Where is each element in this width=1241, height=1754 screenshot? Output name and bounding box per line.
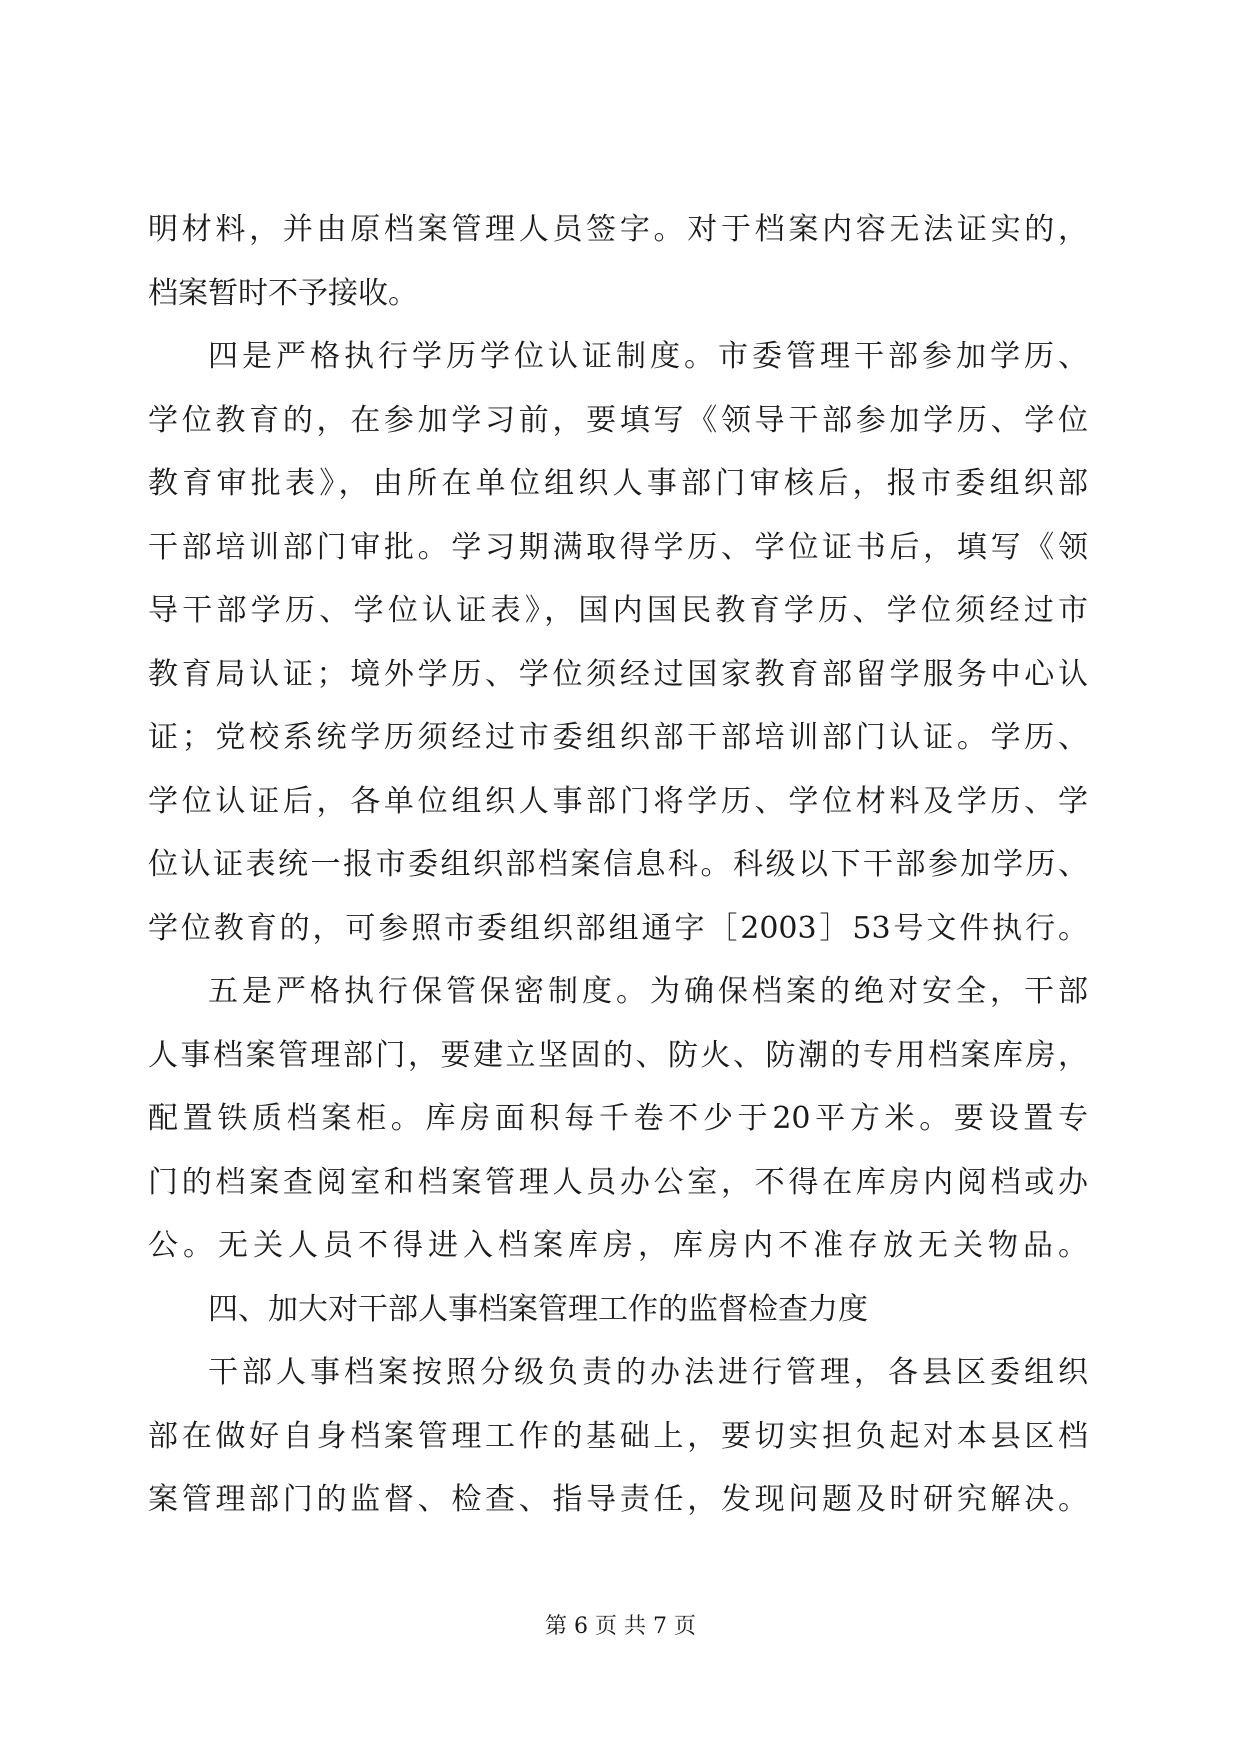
text-line: 公。无关人员不得进入档案库房，库房内不准存放无关物品。 [148, 1228, 1088, 1263]
document-body [148, 198, 1088, 1532]
text-line: 五是严格执行保管保密制度。为确保档案的绝对安全，干部 [208, 974, 1088, 1009]
text-line: 教育局认证；境外学历、学位须经过国家教育部留学服务中心认 [148, 656, 1088, 692]
text-line: 人事档案管理部门，要建立坚固的、防火、防潮的专用档案库房， [148, 1037, 1088, 1073]
text-line: 四、加大对干部人事档案管理工作的监督检查力度 [208, 1291, 868, 1327]
text-line: 明材料，并由原档案管理人员签字。对于档案内容无法证实的， [148, 212, 1088, 247]
text-line: 配置铁质档案柜。库房面积每千卷不少于20平方米。要设置专 [148, 1101, 1088, 1136]
text-line: 干部培训部门审批。学习期满取得学历、学位证书后，填写《领 [148, 529, 1088, 565]
text-line: 学位教育的，可参照市委组织部组通字［2003］53号文件执行。 [148, 910, 1088, 946]
text-line: 学位教育的，在参加学习前，要填写《领导干部参加学历、学位 [148, 402, 1088, 438]
text-line: 门的档案查阅室和档案管理人员办公室，不得在库房内阅档或办 [148, 1164, 1088, 1200]
text-line: 案管理部门的监督、检查、指导责任，发现问题及时研究解决。 [148, 1482, 1088, 1517]
page-number-footer: 第 6 页 共 7 页 [545, 1614, 696, 1639]
text-line: 导干部学历、学位认证表》，国内国民教育学历、学位须经过市 [148, 593, 1088, 628]
text-line: 学位认证后，各单位组织人事部门将学历、学位材料及学历、学 [148, 783, 1088, 819]
text-line: 四是严格执行学历学位认证制度。市委管理干部参加学历、 [208, 339, 1088, 374]
text-line: 教育审批表》，由所在单位组织人事部门审核后，报市委组织部 [148, 466, 1088, 501]
text-line: 部在做好自身档案管理工作的基础上，要切实担负起对本县区档 [148, 1418, 1088, 1454]
text-line: 档案暂时不予接收。 [148, 275, 418, 311]
text-line: 位认证表统一报市委组织部档案信息科。科级以下干部参加学历、 [148, 847, 1088, 882]
text-line: 证；党校系统学历须经过市委组织部干部培训部门认证。学历、 [148, 720, 1088, 755]
text-line: 干部人事档案按照分级负责的办法进行管理，各县区委组织 [208, 1355, 1088, 1390]
